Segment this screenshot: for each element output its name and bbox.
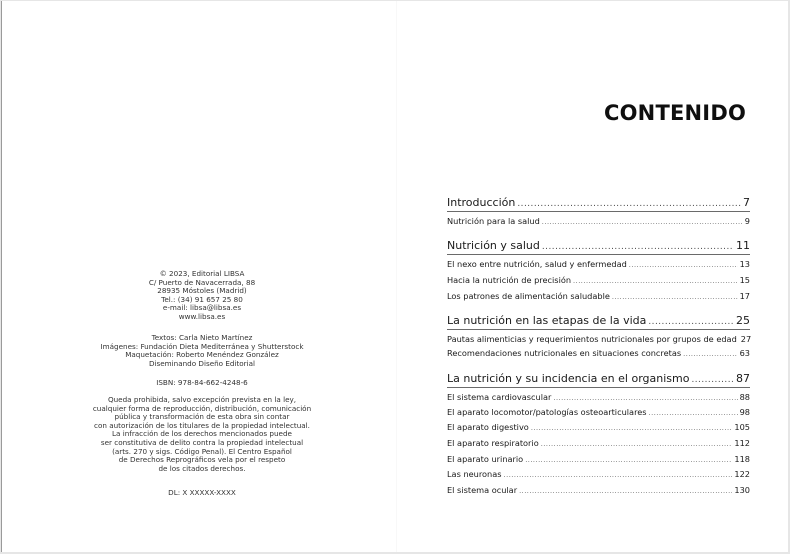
toc-entry-title: El aparato respiratorio bbox=[447, 438, 539, 448]
toc-entry[interactable] bbox=[447, 438, 750, 448]
dot-leader bbox=[504, 471, 733, 479]
toc-entry-title: El sistema ocular bbox=[447, 485, 518, 495]
toc-page-number: 25 bbox=[736, 314, 750, 327]
dot-leader bbox=[519, 487, 732, 495]
address-line: e-mail: libsa@libsa.es bbox=[162, 303, 242, 313]
toc-entry-title: Nutrición para la salud bbox=[447, 216, 540, 226]
toc-page-number: 15 bbox=[739, 275, 750, 285]
chapter-rule bbox=[447, 211, 750, 212]
dot-leader bbox=[649, 409, 738, 417]
toc-page-number: 122 bbox=[734, 469, 750, 479]
toc-chapter-title: La nutrición en las etapas de la vida bbox=[447, 314, 647, 327]
address-line: © 2023, Editorial LIBSA bbox=[159, 269, 245, 278]
page-gutter bbox=[396, 1, 397, 552]
dot-leader bbox=[525, 456, 732, 464]
toc-chapter-introduccion[interactable] bbox=[447, 196, 750, 209]
toc-entry-title: Los patrones de alimentación saludable bbox=[447, 291, 610, 301]
dot-leader bbox=[573, 277, 738, 285]
toc-entry-title: El aparato urinario bbox=[447, 454, 524, 464]
toc-page-number: 63 bbox=[739, 348, 750, 358]
toc-page-number: 105 bbox=[734, 422, 750, 432]
legal-line: de los citados derechos. bbox=[158, 463, 246, 473]
dot-leader bbox=[542, 218, 743, 226]
dot-leader bbox=[541, 440, 733, 448]
legal-deposit bbox=[82, 489, 322, 498]
toc-page-number: 88 bbox=[739, 392, 750, 402]
toc-chapter-title: La nutrición y su incidencia en el organismo bbox=[447, 372, 690, 385]
legal-line: Queda prohibida, salvo excepción prevista en la ley, bbox=[107, 395, 297, 404]
toc-entry[interactable] bbox=[447, 334, 750, 344]
address-line: 28935 Móstoles (Madrid) bbox=[157, 286, 247, 296]
dot-leader bbox=[629, 261, 738, 269]
dot-leader bbox=[683, 350, 737, 358]
toc-entry[interactable] bbox=[447, 454, 750, 464]
toc-page-number: 27 bbox=[740, 334, 752, 344]
dot-leader bbox=[531, 424, 733, 432]
toc-chapter-etapas-de-la-vida[interactable] bbox=[447, 314, 750, 327]
toc-entry[interactable] bbox=[447, 469, 750, 479]
legal-deposit-text: DL: X XXXXX-XXXX bbox=[168, 488, 236, 497]
legal-line: La infracción de los derechos mencionados puede bbox=[112, 429, 292, 439]
toc-page-number: 17 bbox=[739, 291, 750, 301]
toc-entry-title: Las neuronas bbox=[447, 469, 502, 479]
legal-line: (arts. 270 y sigs. Código Penal). El Centro Español bbox=[112, 446, 292, 456]
isbn bbox=[82, 379, 322, 388]
toc-entry[interactable] bbox=[447, 485, 750, 495]
toc-entry-title: El sistema cardiovascular bbox=[447, 392, 552, 402]
address-line: C/ Puerto de Navacerrada, 88 bbox=[148, 277, 256, 287]
toc-page-number: 87 bbox=[736, 372, 750, 385]
credit-line: Diseminando Diseño Editorial bbox=[148, 358, 256, 368]
dot-leader bbox=[612, 293, 738, 301]
address-line: www.libsa.es bbox=[178, 311, 226, 321]
toc-entry[interactable] bbox=[447, 407, 750, 417]
toc-page-number: 98 bbox=[739, 407, 750, 417]
book-spread bbox=[1, 1, 788, 552]
credit-line: Maquetación: Roberto Menéndez González bbox=[125, 350, 279, 360]
toc-entry[interactable] bbox=[447, 291, 750, 301]
chapter-rule bbox=[447, 254, 750, 255]
legal-line: pública y transformación de esta obra sin contar bbox=[114, 412, 290, 422]
toc-entry-title: El aparato locomotor/patologías osteoarticulares bbox=[447, 407, 647, 417]
toc-entry[interactable] bbox=[447, 348, 750, 358]
toc-entry-title: Hacia la nutrición de precisión bbox=[447, 275, 572, 285]
toc-chapter-title: Introducción bbox=[447, 196, 516, 209]
credit-line: Textos: Carla Nieto Martínez bbox=[151, 333, 253, 342]
legal-line: cualquier forma de reproducción, distribución, comunicación bbox=[92, 403, 312, 413]
toc-chapter-incidencia-organismo[interactable] bbox=[447, 372, 750, 385]
dot-leader bbox=[691, 375, 734, 385]
toc-title: CONTENIDO bbox=[604, 101, 746, 125]
publisher-address-block bbox=[82, 270, 322, 322]
toc-entry[interactable] bbox=[447, 216, 750, 226]
toc-entry[interactable] bbox=[447, 422, 750, 432]
toc-entry[interactable] bbox=[447, 259, 750, 269]
chapter-rule bbox=[447, 387, 750, 388]
legal-line: con autorización de los titulares de la propiedad intelectual. bbox=[94, 420, 310, 430]
toc-page-number: 13 bbox=[739, 259, 750, 269]
credit-line: Imágenes: Fundación Dieta Mediterránea y Shutterstock bbox=[100, 341, 304, 351]
toc-entry[interactable] bbox=[447, 392, 750, 402]
dot-leader bbox=[542, 242, 734, 252]
dot-leader bbox=[553, 394, 737, 402]
toc-chapter-title: Nutrición y salud bbox=[447, 239, 540, 252]
toc-page-number: 9 bbox=[744, 216, 750, 226]
address-line: Tel.: (34) 91 657 25 80 bbox=[161, 294, 243, 304]
toc-page-number: 130 bbox=[734, 485, 750, 495]
toc-entry-title: El aparato digestivo bbox=[447, 422, 529, 432]
chapter-rule bbox=[447, 329, 750, 330]
toc-page-number: 118 bbox=[734, 454, 750, 464]
legal-line: ser constitutiva de delito contra la propiedad intelectual bbox=[100, 437, 304, 447]
dot-leader bbox=[517, 199, 741, 209]
toc-entry-title: Pautas alimenticias y requerimientos nutricionales por grupos de edad bbox=[447, 334, 737, 344]
toc-page-number: 112 bbox=[734, 438, 750, 448]
legal-notice-block bbox=[82, 396, 322, 473]
toc-chapter-nutricion-y-salud[interactable] bbox=[447, 239, 750, 252]
toc-page-number: 11 bbox=[736, 239, 750, 252]
legal-line: de Derechos Reprográficos vela por el respeto bbox=[118, 455, 286, 465]
toc-entry-title: Recomendaciones nutricionales en situaciones concretas bbox=[447, 348, 682, 358]
credits-block bbox=[82, 334, 322, 368]
toc-entry[interactable] bbox=[447, 275, 750, 285]
toc-page-number: 7 bbox=[743, 196, 750, 209]
isbn-text: ISBN: 978-84-662-4248-6 bbox=[156, 378, 248, 387]
toc-entry-title: El nexo entre nutrición, salud y enfermedad bbox=[447, 259, 627, 269]
dot-leader bbox=[648, 317, 734, 327]
